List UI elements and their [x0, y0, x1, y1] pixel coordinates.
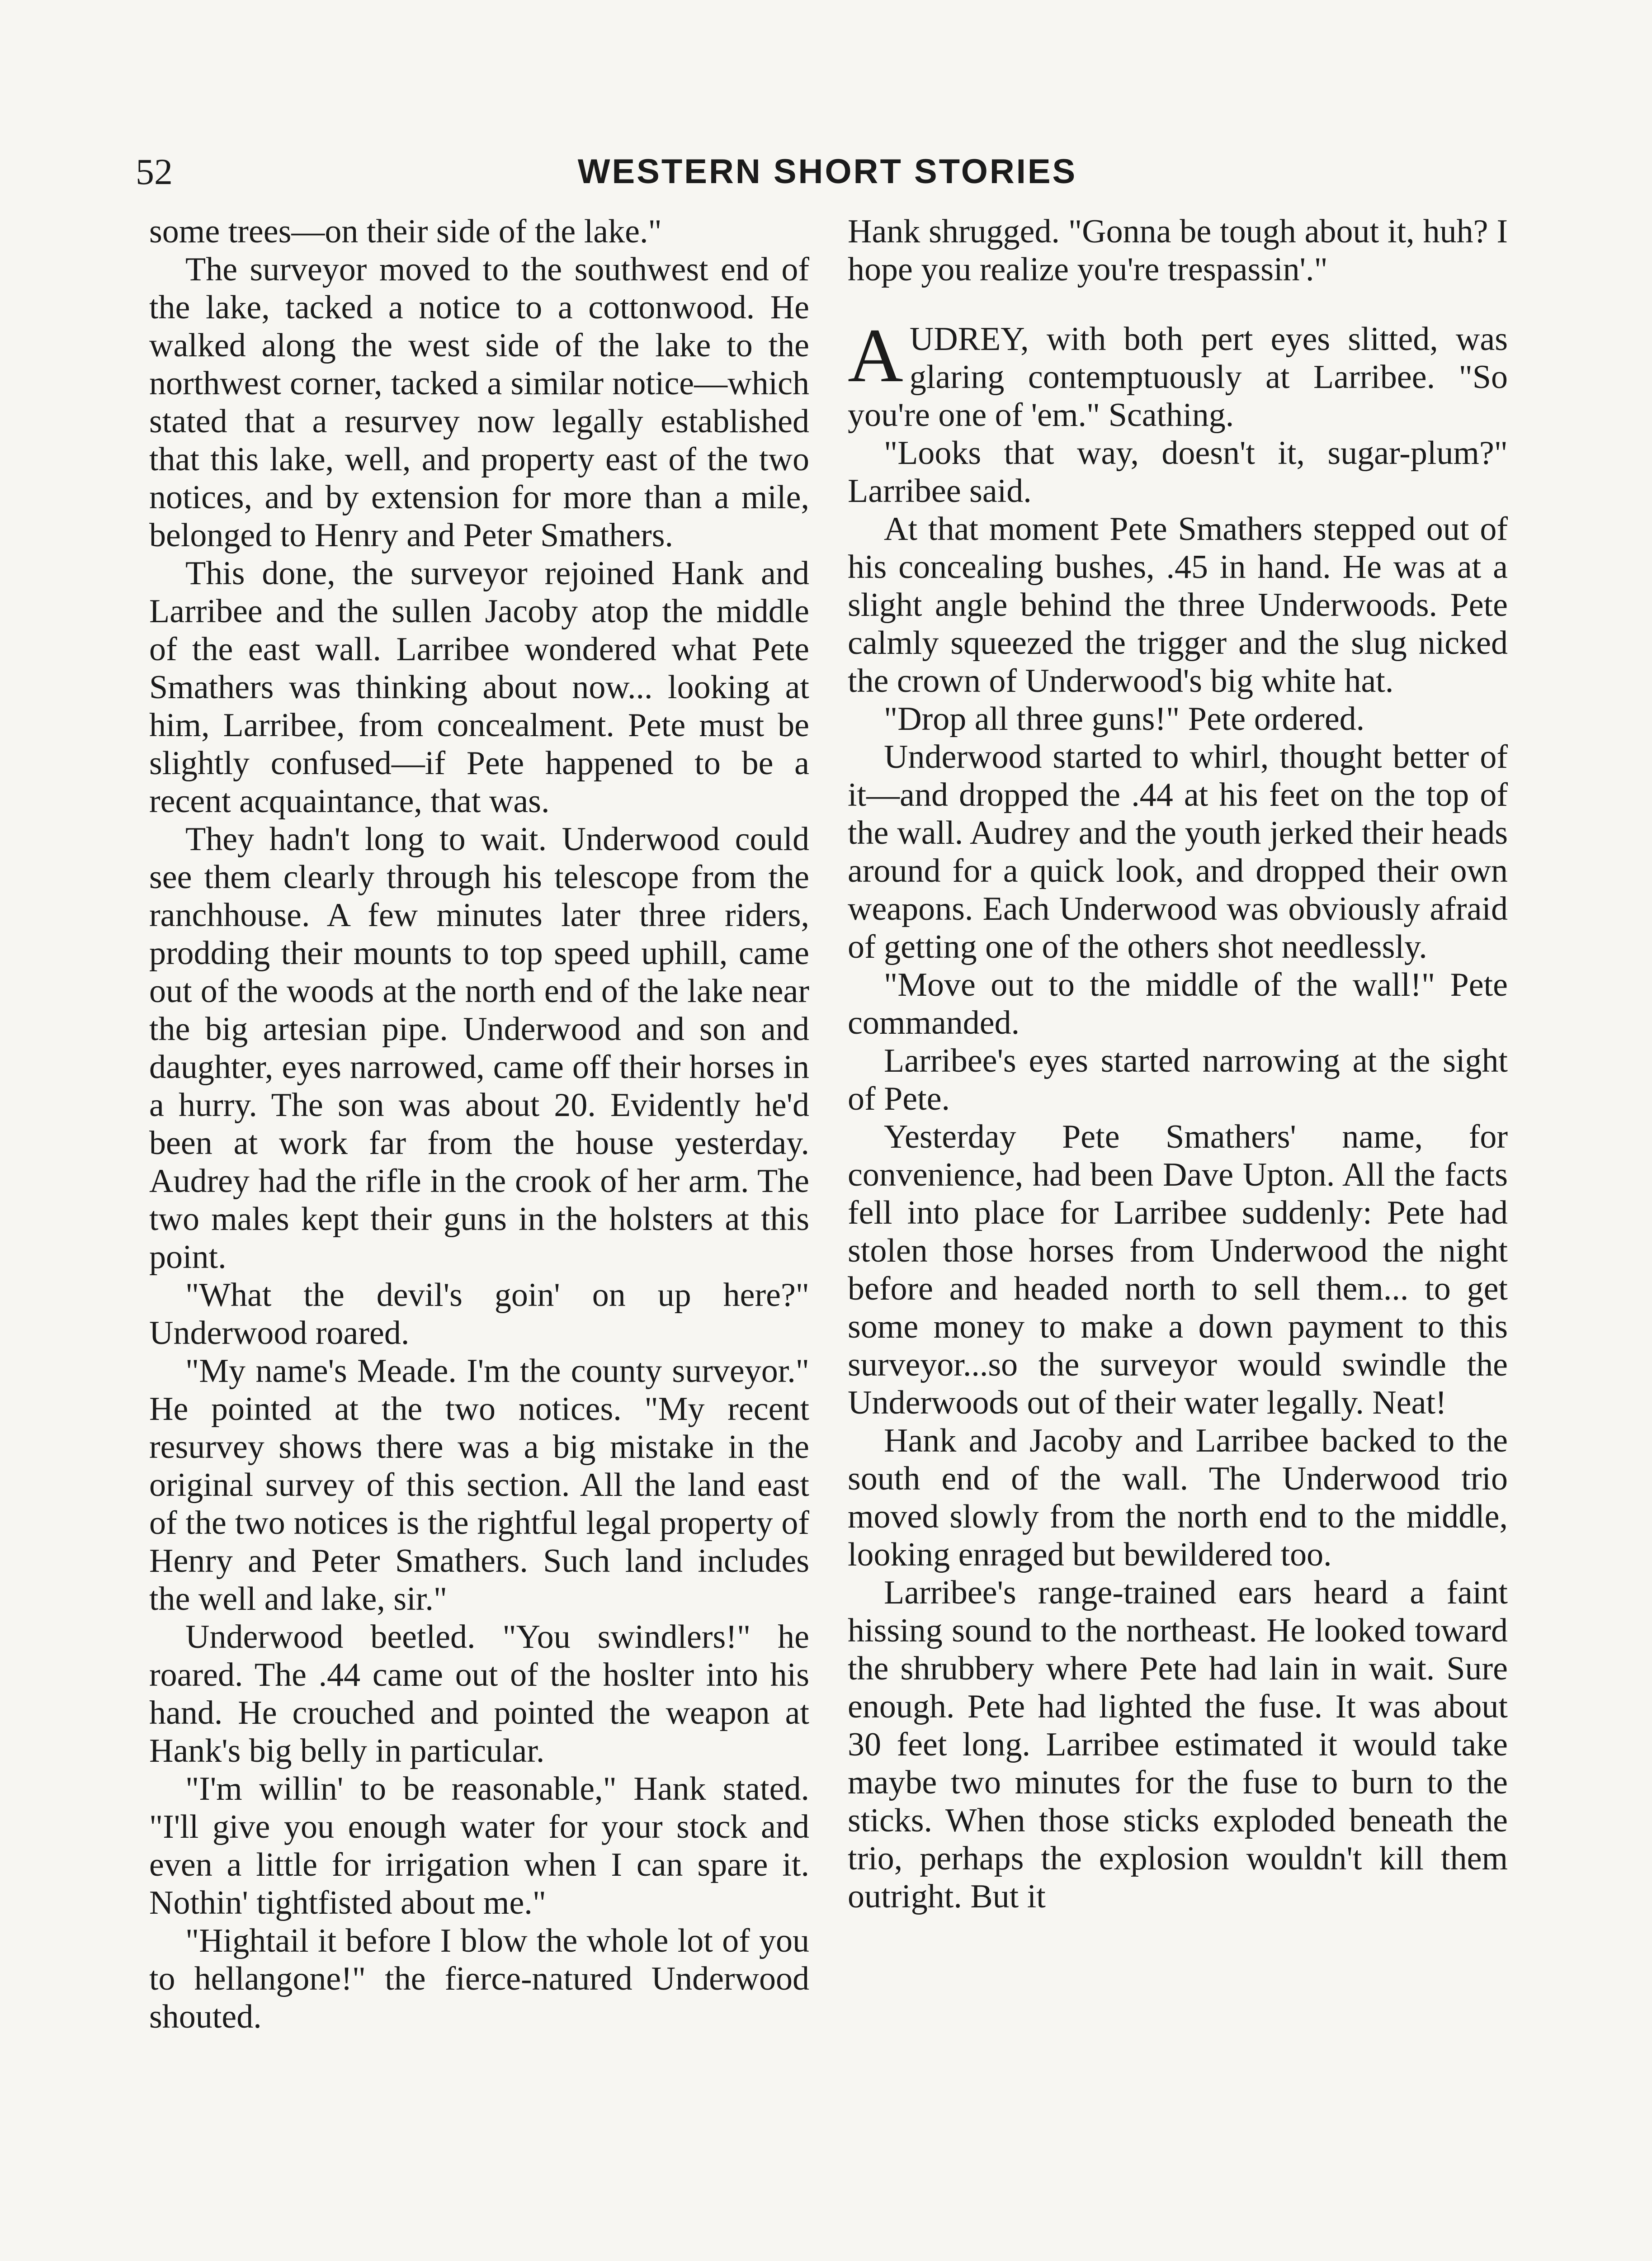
- drop-cap: A: [848, 313, 903, 398]
- text-columns: [149, 213, 1515, 2261]
- paragraph: Underwood beetled. "You swindlers!" he roared. The .44 came out of the hoslter into his hand. He crouched and pointed the weapon at Hank's big belly in particular.: [149, 1618, 809, 1769]
- paragraph: This done, the surveyor rejoined Hank and Larribee and the sullen Jacoby atop the middle of the east wall. Larribee wondered what Pete Smathers was thinking about now... looking at him, Larribee, from concealment. Pete must be slightly confused—if Pete happened to be a recent acquaintance, that was.: [149, 555, 809, 820]
- paragraph: some trees—on their side of the lake.": [149, 213, 662, 250]
- paragraph: Larribee's range-trained ears heard a faint hissing sound to the northeast. He looked toward the shrubbery where Pete had lain in wait. Sure enough. Pete had lighted the fuse. It was about 30 feet long. Larribee estimated it would take maybe two minutes for the fuse to burn to the sticks. When those sticks exploded beneath the trio, perhaps the explosion wouldn't kill them outright. But it: [848, 1574, 1508, 1915]
- paragraph: They hadn't long to wait. Underwood could see them clearly through his telescope from the ranchhouse. A few minutes later three riders, prodding their mounts to top speed uphill, came out of the woods at the north end of the lake near the big artesian pipe. Underwood and son and daughter, eyes narrowed, came off their horses in a hurry. The son was about 20. Evidently he'd been at work far from the house yesterday. Audrey had the rifle in the crook of her arm. The two males kept their guns in the holsters at this point.: [149, 821, 809, 1276]
- running-head: WESTERN SHORT STORIES: [577, 152, 1077, 191]
- paragraph: "What the devil's goin' on up here?" Underwood roared.: [149, 1277, 809, 1352]
- paragraph: Hank and Jacoby and Larribee backed to the south end of the wall. The Underwood trio moved slowly from the north end to the middle, looking enraged but bewildered too.: [848, 1422, 1508, 1573]
- paragraph: "My name's Meade. I'm the county surveyor." He pointed at the two notices. "My recent resurvey shows there was a big mistake in the original survey of this section. All the land east of the two notices is the rightful legal property of Henry and Peter Smathers. Such land includes the well and lake, sir.": [149, 1353, 809, 1618]
- paragraph: At that moment Pete Smathers stepped out of his concealing bushes, .45 in hand. He was at a slight angle behind the three Underwoods. Pete calmly squeezed the trigger and the slug nicked the crown of Underwood's big white hat.: [848, 511, 1508, 700]
- paragraph: The surveyor moved to the southwest end of the lake, tacked a notice to a cottonwood. He walked along the west side of the lake to the northwest corner, tacked a similar notice—which stated that a resurvey now legally established that this lake, well, and property east of the two notices, and by extension for more than a mile, belonged to Henry and Peter Smathers.: [149, 251, 809, 554]
- paragraph: "Looks that way, doesn't it, sugar-plum?" Larribee said.: [848, 435, 1508, 510]
- section-start-text: UDREY, with both pert eyes slitted, was glaring contemptuously at Larribee. "So you're one of 'em." Scathing.: [848, 321, 1508, 434]
- paragraph: Larribee's eyes started narrowing at the sight of Pete.: [848, 1042, 1508, 1117]
- paragraph: Underwood started to whirl, thought better of it—and dropped the .44 at his feet on the top of the wall. Audrey and the youth jerked their heads around for a quick look, and dropped their own weapons. Each Underwood was obviously afraid of getting one of the others shot needlessly.: [848, 738, 1508, 965]
- page-header: [136, 145, 1519, 199]
- paragraph: "Drop all three guns!" Pete ordered.: [884, 700, 1365, 738]
- paragraph: "Hightail it before I blow the whole lot of you to hellangone!" the fierce-natured Underwood shouted.: [149, 1922, 809, 2035]
- page-number: 52: [136, 151, 173, 192]
- paragraph: Yesterday Pete Smathers' name, for convenience, had been Dave Upton. All the facts fell into place for Larribee suddenly: Pete had stolen those horses from Underwood the night before and headed north to sell them... to get some money to make a down payment to this surveyor...so the surveyor would swindle the Underwoods out of their water legally. Neat!: [848, 1118, 1508, 1421]
- section-start-paragraph: [848, 313, 1508, 434]
- left-column: [149, 213, 809, 2261]
- right-column: [848, 213, 1508, 2261]
- paragraph: "Move out to the middle of the wall!" Pete commanded.: [848, 966, 1508, 1041]
- paragraph: "I'm willin' to be reasonable," Hank stated. "I'll give you enough water for your stock and even a little for irrigation when I can spare it. Nothin' tightfisted about me.": [149, 1770, 809, 1921]
- paragraph: Hank shrugged. "Gonna be tough about it, huh? I hope you realize you're trespassin'.": [848, 213, 1508, 288]
